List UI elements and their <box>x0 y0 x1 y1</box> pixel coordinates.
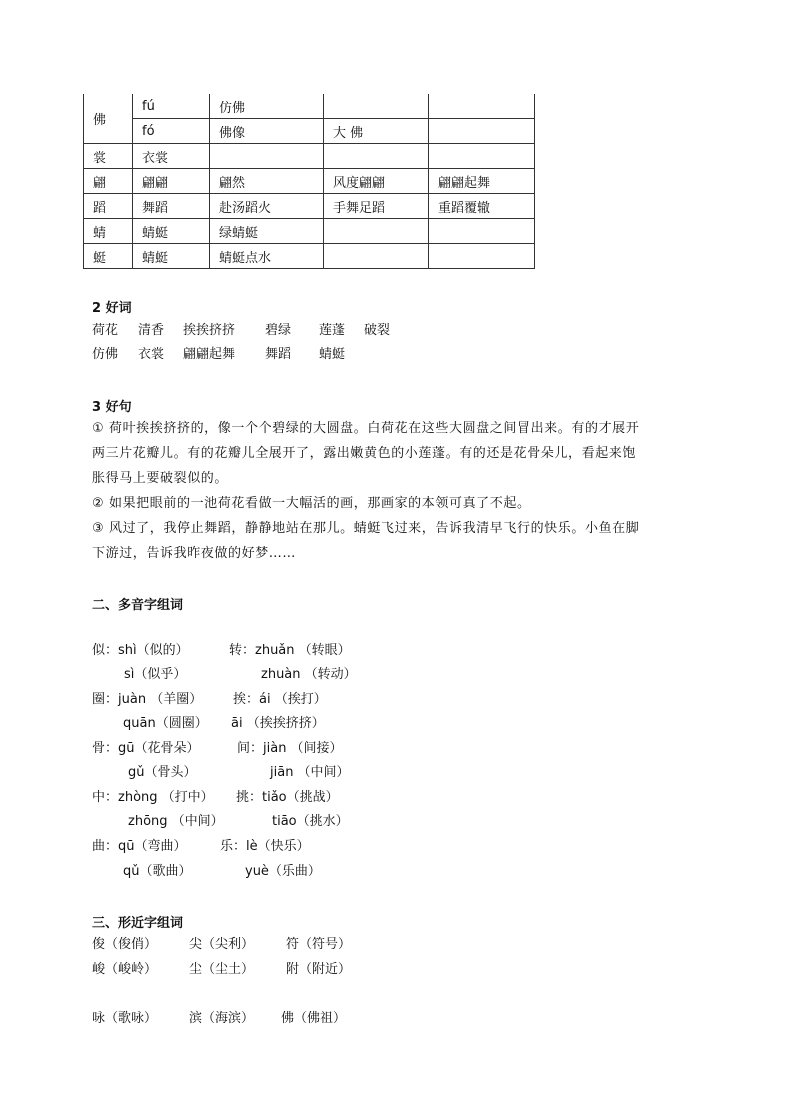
table-cell: 手舞足蹈 <box>324 194 429 219</box>
table-cell: 舞蹈 <box>133 194 210 219</box>
table-cell: 佛像 <box>210 119 324 144</box>
table-cell: 蜻蜓点水 <box>210 244 324 269</box>
polyphone-entry: zhuàn （转动） <box>261 667 357 682</box>
good-words-line-1 <box>92 323 390 339</box>
table-cell <box>324 244 429 269</box>
table-cell: 风度翩翩 <box>324 169 429 194</box>
table-row <box>84 194 535 219</box>
table-cell: 蜻蜓 <box>133 219 210 244</box>
table-cell <box>429 94 535 119</box>
table-cell: 赴汤蹈火 <box>210 194 324 219</box>
sentence-line: ① 荷叶挨挨挤挤的，像一个个碧绿的大圆盘。白荷花在这些大圆盘之间冒出来。有的才展开 <box>92 421 640 436</box>
table-cell: 重蹈覆辙 <box>429 194 535 219</box>
table-cell <box>429 244 535 269</box>
polyphone-entry: 转：zhuǎn （转眼） <box>229 643 351 658</box>
polyphone-entry: 挑：tiǎo（挑战） <box>236 790 339 805</box>
polyphone-entry: 圈：juàn （羊圈） <box>92 692 203 707</box>
table-cell: 翩翩 <box>133 169 210 194</box>
section-heading: 三、形近字组词 <box>92 916 184 931</box>
vocab-table <box>83 94 535 269</box>
polyphone-entry: qǔ（歌曲） <box>123 864 192 879</box>
polyphone-row <box>124 667 357 683</box>
polyphone-entry: sì（似乎） <box>124 667 187 682</box>
polyphone-entry: 中：zhòng （打中） <box>92 790 214 805</box>
polyphone-row <box>92 839 310 855</box>
good-words-heading: 2 好词 <box>92 301 132 316</box>
polyphone-row <box>128 765 350 781</box>
polyphone-entry: gǔ（骨头） <box>128 765 197 780</box>
table-row <box>84 169 535 194</box>
word: 荷花 <box>92 323 119 338</box>
polyphone-entry: yuè（乐曲） <box>245 864 321 879</box>
table-cell: 蜻 <box>84 219 133 244</box>
good-words-line-2 <box>92 347 345 363</box>
word: 挨挨挤挤 <box>183 323 236 338</box>
similar-char-entry: 滨（海滨） <box>189 1011 255 1026</box>
polyphone-row <box>123 864 321 880</box>
similar-char-row <box>92 962 351 978</box>
polyphone-row <box>92 643 351 659</box>
word: 破裂 <box>364 323 391 338</box>
word: 清香 <box>138 323 165 338</box>
table-row <box>84 94 535 119</box>
similar-char-entry: 峻（峻岭） <box>92 962 158 977</box>
table-cell <box>429 144 535 169</box>
table-cell: fó <box>133 119 210 144</box>
table-cell: fú <box>133 94 210 119</box>
table-cell: 衣裳 <box>133 144 210 169</box>
table-row <box>84 244 535 269</box>
table-row <box>84 119 535 144</box>
sentence-line: 胀得马上要破裂似的。 <box>92 471 229 486</box>
polyphone-row <box>123 716 325 732</box>
polyphone-entry: 似：shì（似的） <box>92 643 189 658</box>
word: 仿佛 <box>92 347 119 362</box>
table-cell <box>429 119 535 144</box>
similar-char-entry: 佛（佛祖） <box>281 1011 347 1026</box>
table-row <box>84 219 535 244</box>
word: 翩翩起舞 <box>183 347 236 362</box>
polyphone-row <box>128 814 349 830</box>
sentence-line: 下游过，告诉我昨夜做的好梦…… <box>92 546 297 561</box>
word: 莲蓬 <box>319 323 346 338</box>
polyphone-entry: 曲：qū（弯曲） <box>92 839 187 854</box>
polyphone-entry: 乐：lè（快乐） <box>220 839 310 854</box>
table-cell: 翩 <box>84 169 133 194</box>
table-cell: 仿佛 <box>210 94 324 119</box>
sentence-line: 两三片花瓣儿。有的花瓣儿全展开了，露出嫩黄色的小莲蓬。有的还是花骨朵儿，看起来饱 <box>92 446 637 461</box>
section-heading: 二、多音字组词 <box>92 598 184 613</box>
table-cell: 翩然 <box>210 169 324 194</box>
polyphone-row <box>92 692 327 708</box>
table-cell: 大 佛 <box>324 119 429 144</box>
word: 舞蹈 <box>265 347 292 362</box>
sentence-line: ② 如果把眼前的一池荷花看做一大幅活的画，那画家的本领可真了不起。 <box>92 496 531 511</box>
similar-char-entry: 尖（尖利） <box>189 937 255 952</box>
word: 碧绿 <box>265 323 292 338</box>
good-sentences-heading: 3 好句 <box>92 400 132 415</box>
table-cell <box>324 144 429 169</box>
similar-char-entry: 俊（俊俏） <box>92 937 158 952</box>
table-cell: 绿蜻蜓 <box>210 219 324 244</box>
table-cell: 蜓 <box>84 244 133 269</box>
similar-char-entry: 尘（尘土） <box>189 962 255 977</box>
table-cell <box>429 219 535 244</box>
polyphone-entry: 间：jiàn （间接） <box>237 741 343 756</box>
polyphone-entry: zhōng （中间） <box>128 814 224 829</box>
table-cell: 翩翩起舞 <box>429 169 535 194</box>
table-cell: 蹈 <box>84 194 133 219</box>
sentence-line: ③ 风过了，我停止舞蹈，静静地站在那儿。蜻蜓飞过来，告诉我清早飞行的快乐。小鱼在脚 <box>92 521 640 536</box>
table-cell <box>210 144 324 169</box>
polyphone-entry: jiān （中间） <box>270 765 350 780</box>
table-cell: 佛 <box>84 94 133 144</box>
similar-char-entry: 附（附近） <box>286 962 352 977</box>
similar-char-row <box>92 937 351 953</box>
table-cell: 蜻蜓 <box>133 244 210 269</box>
word: 蜻蜓 <box>319 347 346 362</box>
polyphone-entry: tiāo（挑水） <box>272 814 349 829</box>
polyphone-entry: quān（圆圈） <box>123 716 208 731</box>
polyphone-row <box>92 790 339 806</box>
similar-char-entry: 符（符号） <box>286 937 352 952</box>
table-row <box>84 144 535 169</box>
table-cell <box>324 94 429 119</box>
polyphone-entry: āi （挨挨挤挤） <box>231 716 325 731</box>
similar-char-entry: 咏（歌咏） <box>92 1011 158 1026</box>
good-sentences <box>92 416 712 566</box>
similar-char-row <box>92 1011 346 1027</box>
polyphone-row <box>92 741 343 757</box>
word: 衣裳 <box>138 347 165 362</box>
polyphone-entry: 挨：ái （挨打） <box>233 692 327 707</box>
polyphone-entry: 骨：gū（花骨朵） <box>92 741 200 756</box>
table-cell: 裳 <box>84 144 133 169</box>
table-cell <box>324 219 429 244</box>
